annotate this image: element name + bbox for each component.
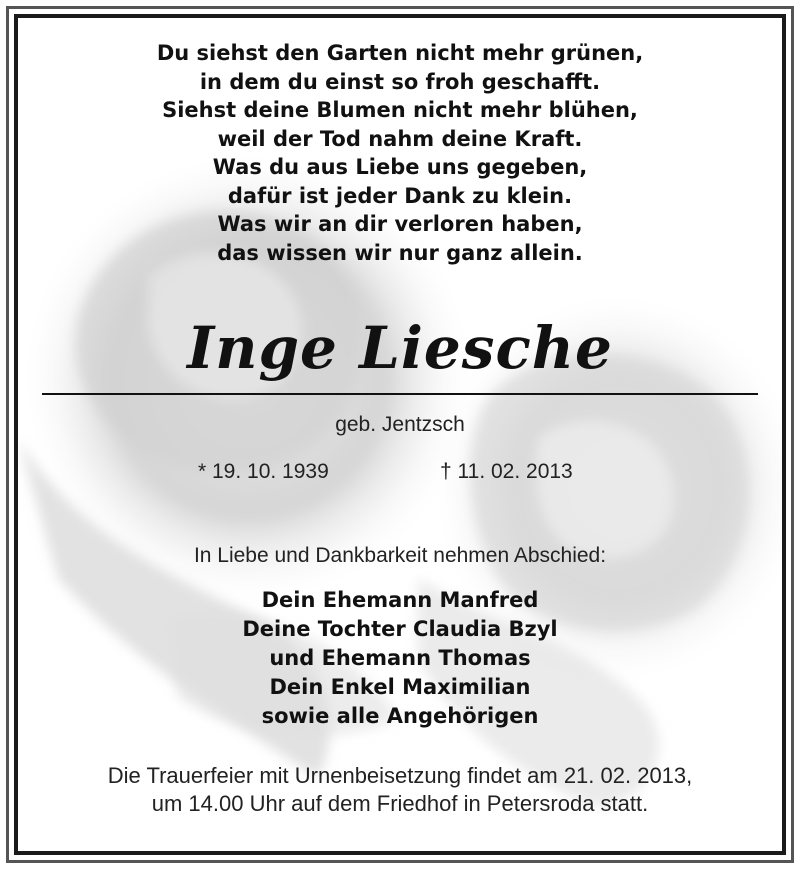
poem-line: Du siehst den Garten nicht mehr grünen, [156, 41, 644, 65]
mourner: sowie alle Angehörigen [261, 704, 539, 728]
farewell-line: In Liebe und Dankbarkeit nehmen Abschied: [193, 544, 607, 567]
name-divider [42, 393, 758, 395]
birth-date: * 19. 10. 1939 [198, 460, 329, 483]
poem-line: dafür ist jeder Dank zu klein. [227, 183, 573, 208]
mourner: und Ehemann Thomas [269, 646, 531, 670]
poem [18, 39, 782, 267]
poem-line: Was du aus Liebe uns gegeben, [212, 155, 588, 179]
mourner: Dein Enkel Maximilian [269, 675, 531, 699]
mourners-list [18, 586, 782, 731]
ceremony-line: um 14.00 Uhr auf dem Friedhof in Petersroda statt. [151, 791, 649, 816]
ceremony-line: Die Trauerfeier mit Urnenbeisetzung findet am 21. 02. 2013, [107, 763, 693, 788]
death-date: † 11. 02. 2013 [440, 460, 573, 483]
deceased-name: Inge Liesche [187, 314, 613, 382]
poem-line: das wissen wir nur ganz allein. [217, 240, 583, 265]
poem-line: weil der Tod nahm deine Kraft. [217, 126, 583, 151]
poem-line: Siehst deine Blumen nicht mehr blühen, [162, 98, 638, 122]
maiden-name: geb. Jentzsch [335, 413, 465, 436]
obituary-content [18, 18, 782, 851]
mourner: Dein Ehemann Manfred [261, 588, 539, 612]
obituary-card [14, 14, 786, 855]
ceremony-notice [18, 762, 782, 818]
poem-line: in dem du einst so froh geschafft. [199, 69, 601, 94]
mourner: Deine Tochter Claudia Bzyl [242, 617, 558, 641]
poem-line: Was wir an dir verloren haben, [217, 212, 583, 236]
